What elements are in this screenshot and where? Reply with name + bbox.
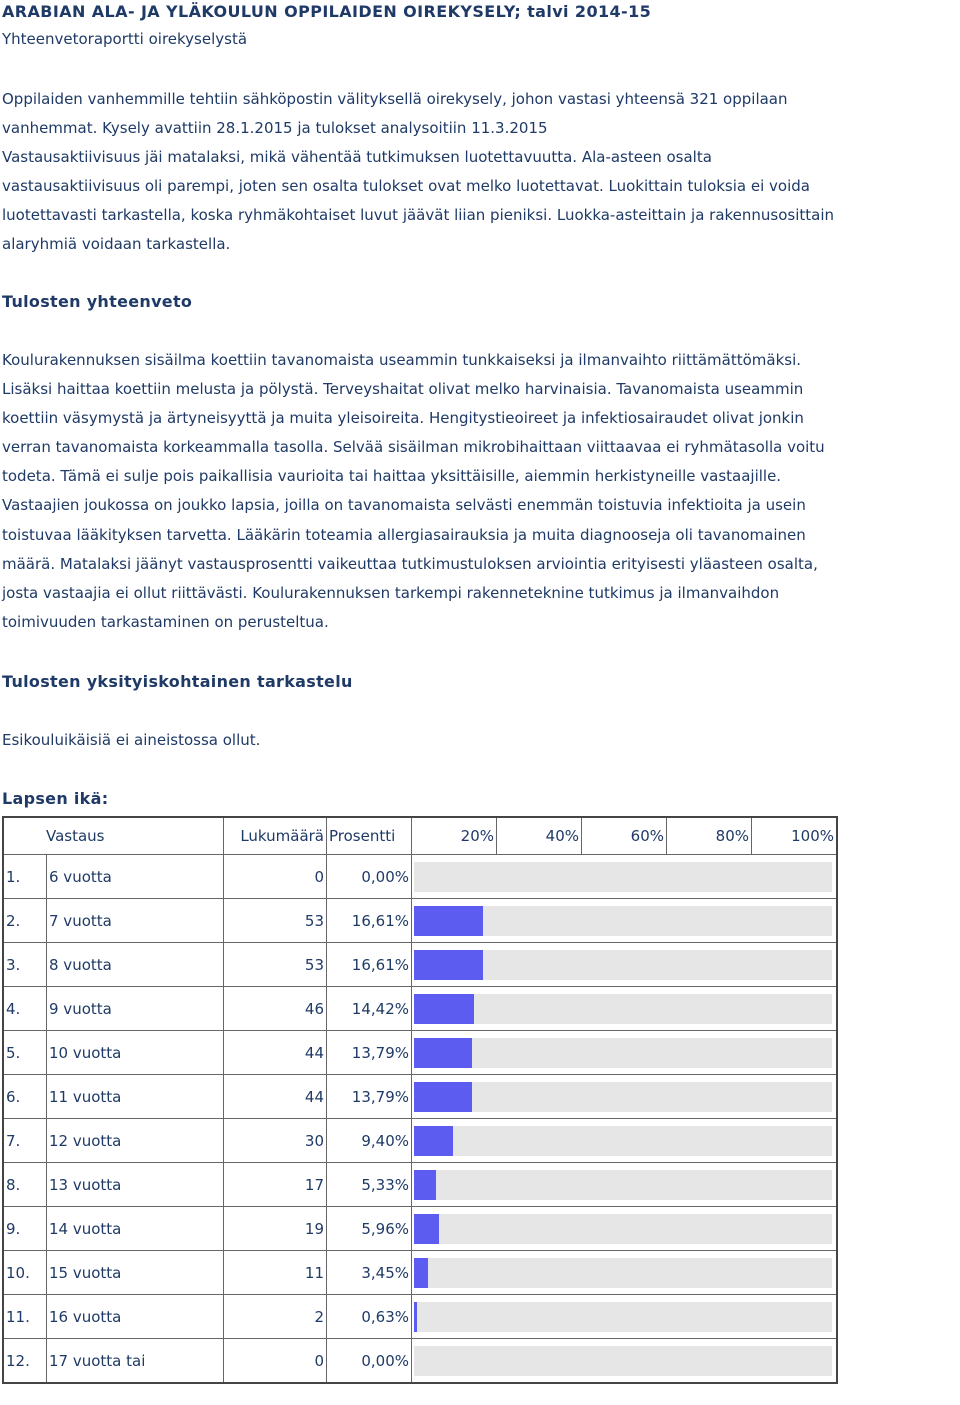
summary-line: todeta. Tämä ei sulje pois paikallisia vaurioita tai haittaa yksittäisille, aiemmin herkistyneille vastaajille.: [2, 467, 782, 486]
row-number: 6.: [3, 1075, 47, 1119]
row-number: 7.: [3, 1119, 47, 1163]
row-answer: 7 vuotta: [47, 899, 224, 943]
row-count: 11: [224, 1251, 327, 1295]
bar-track: [414, 1170, 832, 1200]
bar-fill: [414, 1258, 428, 1288]
bar-track: [414, 1214, 832, 1244]
bar-fill: [414, 1170, 436, 1200]
header-scale-100: 100%: [752, 817, 838, 855]
bar-track: [414, 906, 832, 936]
header-percent: Prosentti: [327, 817, 412, 855]
summary-line: toimivuuden tarkastaminen on perusteltua.: [2, 612, 329, 631]
row-percent: 5,96%: [327, 1207, 412, 1251]
row-number: 11.: [3, 1295, 47, 1339]
row-bar-cell: [412, 1295, 838, 1339]
details-note: Esikouluikäisiä ei aineistossa ollut.: [2, 731, 261, 749]
header-count: Lukumäärä: [224, 817, 327, 855]
row-count: 2: [224, 1295, 327, 1339]
row-count: 0: [224, 855, 327, 899]
table-row: [3, 1031, 837, 1075]
bar-track: [414, 1258, 832, 1288]
header-answer: Vastaus: [3, 817, 224, 855]
table-row: [3, 855, 837, 899]
table-row: [3, 1251, 837, 1295]
row-number: 4.: [3, 987, 47, 1031]
bar-track: [414, 1126, 832, 1156]
table-row: [3, 943, 837, 987]
table-row: [3, 1075, 837, 1119]
row-answer: 13 vuotta: [47, 1163, 224, 1207]
row-bar-cell: [412, 899, 838, 943]
bar-track: [414, 1346, 832, 1376]
table-row: [3, 1119, 837, 1163]
row-percent: 0,63%: [327, 1295, 412, 1339]
table-row: [3, 899, 837, 943]
bar-track: [414, 950, 832, 980]
row-percent: 9,40%: [327, 1119, 412, 1163]
header-scale-20: 20%: [412, 817, 497, 855]
summary-line: koettiin väsymystä ja ärtyneisyyttä ja muita yleisoireita. Hengitystieoireet ja infektiosairaudet olivat jonkin: [2, 409, 804, 428]
summary-heading: Tulosten yhteenveto: [2, 292, 193, 311]
bar-fill: [414, 906, 483, 936]
row-number: 3.: [3, 943, 47, 987]
table-row: [3, 1295, 837, 1339]
row-count: 30: [224, 1119, 327, 1163]
row-count: 44: [224, 1075, 327, 1119]
row-percent: 3,45%: [327, 1251, 412, 1295]
row-bar-cell: [412, 1251, 838, 1295]
row-percent: 0,00%: [327, 855, 412, 899]
table-row: [3, 1207, 837, 1251]
row-percent: 16,61%: [327, 899, 412, 943]
row-bar-cell: [412, 1339, 838, 1384]
bar-track: [414, 1038, 832, 1068]
row-bar-cell: [412, 943, 838, 987]
summary-paragraph: [2, 346, 960, 637]
bar-fill: [414, 1302, 417, 1332]
row-answer: 14 vuotta: [47, 1207, 224, 1251]
table-row: [3, 1163, 837, 1207]
intro-line: Oppilaiden vanhemmille tehtiin sähköpostin välityksellä oirekysely, johon vastasi yhteensä 321 oppilaan: [2, 90, 788, 108]
bar-fill: [414, 994, 474, 1024]
row-percent: 0,00%: [327, 1339, 412, 1384]
table-body: [3, 855, 837, 1384]
summary-line: Vastaajien joukossa on joukko lapsia, joilla on tavanomaista selvästi enemmän toistuvia infektioita ja usein: [2, 496, 806, 515]
intro-line: alaryhmiä voidaan tarkastella.: [2, 235, 231, 254]
results-table: [2, 816, 838, 1384]
question-label: Lapsen ikä:: [2, 789, 109, 808]
row-percent: 14,42%: [327, 987, 412, 1031]
bar-track: [414, 994, 832, 1024]
row-bar-cell: [412, 1163, 838, 1207]
bar-fill: [414, 1082, 472, 1112]
bar-fill: [414, 1038, 472, 1068]
row-number: 2.: [3, 899, 47, 943]
summary-line: määrä. Matalaksi jäänyt vastausprosentti vaikeuttaa tutkimustuloksen arviointia erityisesti yläasteen osalta,: [2, 554, 818, 573]
document-title: ARABIAN ALA- JA YLÄKOULUN OPPILAIDEN OIREKYSELY; talvi 2014-15: [2, 2, 652, 21]
row-count: 53: [224, 943, 327, 987]
bar-fill: [414, 1214, 439, 1244]
row-answer: 12 vuotta: [47, 1119, 224, 1163]
row-bar-cell: [412, 1207, 838, 1251]
intro-line: vastausaktiivisuus oli parempi, joten sen osalta tulokset ovat melko luotettavat. Luokittain tuloksia ei voida: [2, 177, 810, 196]
row-count: 44: [224, 1031, 327, 1075]
row-answer: 10 vuotta: [47, 1031, 224, 1075]
row-percent: 5,33%: [327, 1163, 412, 1207]
row-bar-cell: [412, 1031, 838, 1075]
intro-paragraph: [2, 85, 960, 260]
bar-fill: [414, 1126, 453, 1156]
row-bar-cell: [412, 1075, 838, 1119]
summary-line: Lisäksi haittaa koettiin melusta ja pölystä. Terveyshaitat olivat melko harvinaisia. Tavanomaista useammin: [2, 380, 804, 399]
row-count: 46: [224, 987, 327, 1031]
row-answer: 8 vuotta: [47, 943, 224, 987]
row-answer: 6 vuotta: [47, 855, 224, 899]
row-answer: 9 vuotta: [47, 987, 224, 1031]
summary-line: Koulurakennuksen sisäilma koettiin tavanomaista useammin tunkkaiseksi ja ilmanvaihto riittämättömäksi.: [2, 351, 802, 369]
row-answer: 11 vuotta: [47, 1075, 224, 1119]
intro-line: Vastausaktiivisuus jäi matalaksi, mikä vähentää tutkimuksen luotettavuutta. Ala-asteen osalta: [2, 148, 712, 167]
row-number: 1.: [3, 855, 47, 899]
bar-track: [414, 1082, 832, 1112]
summary-line: josta vastaajia ei ollut riittävästi. Koulurakennuksen tarkempi rakenneteknine tutkimus ja ilmanvaihdon: [2, 583, 780, 602]
table-row: [3, 1339, 837, 1384]
row-bar-cell: [412, 1119, 838, 1163]
header-scale-80: 80%: [667, 817, 752, 855]
row-percent: 13,79%: [327, 1075, 412, 1119]
row-count: 19: [224, 1207, 327, 1251]
bar-track: [414, 862, 832, 892]
row-percent: 13,79%: [327, 1031, 412, 1075]
bar-track: [414, 1302, 832, 1332]
table-header-row: [3, 817, 837, 855]
document-subtitle: Yhteenvetoraportti oirekyselystä: [2, 30, 248, 48]
row-count: 17: [224, 1163, 327, 1207]
header-scale-60: 60%: [582, 817, 667, 855]
row-answer: 15 vuotta: [47, 1251, 224, 1295]
row-bar-cell: [412, 987, 838, 1031]
intro-line: luotettavasti tarkastella, koska ryhmäkohtaiset luvut jäävät liian pieniksi. Luokka-asteittain ja rakennusosittain: [2, 206, 835, 225]
bar-fill: [414, 950, 483, 980]
details-heading: Tulosten yksityiskohtainen tarkastelu: [2, 672, 353, 691]
row-count: 53: [224, 899, 327, 943]
row-number: 9.: [3, 1207, 47, 1251]
header-scale-40: 40%: [497, 817, 582, 855]
row-answer: 17 vuotta tai: [47, 1339, 224, 1384]
row-number: 12.: [3, 1339, 47, 1384]
summary-line: verran tavanomaista korkeammalla tasolla. Selvää sisäilman mikrobihaittaan viittaavaa ei ryhmätasolla voitu: [2, 438, 825, 457]
row-bar-cell: [412, 855, 838, 899]
row-answer: 16 vuotta: [47, 1295, 224, 1339]
row-count: 0: [224, 1339, 327, 1384]
summary-line: toistuvaa lääkityksen tarvetta. Lääkärin toteamia allergiasairauksia ja muita diagnooseja oli tavanomainen: [2, 525, 806, 544]
table-row: [3, 987, 837, 1031]
row-percent: 16,61%: [327, 943, 412, 987]
row-number: 10.: [3, 1251, 47, 1295]
intro-line: vanhemmat. Kysely avattiin 28.1.2015 ja tulokset analysoitiin 11.3.2015: [2, 119, 548, 138]
row-number: 5.: [3, 1031, 47, 1075]
row-number: 8.: [3, 1163, 47, 1207]
